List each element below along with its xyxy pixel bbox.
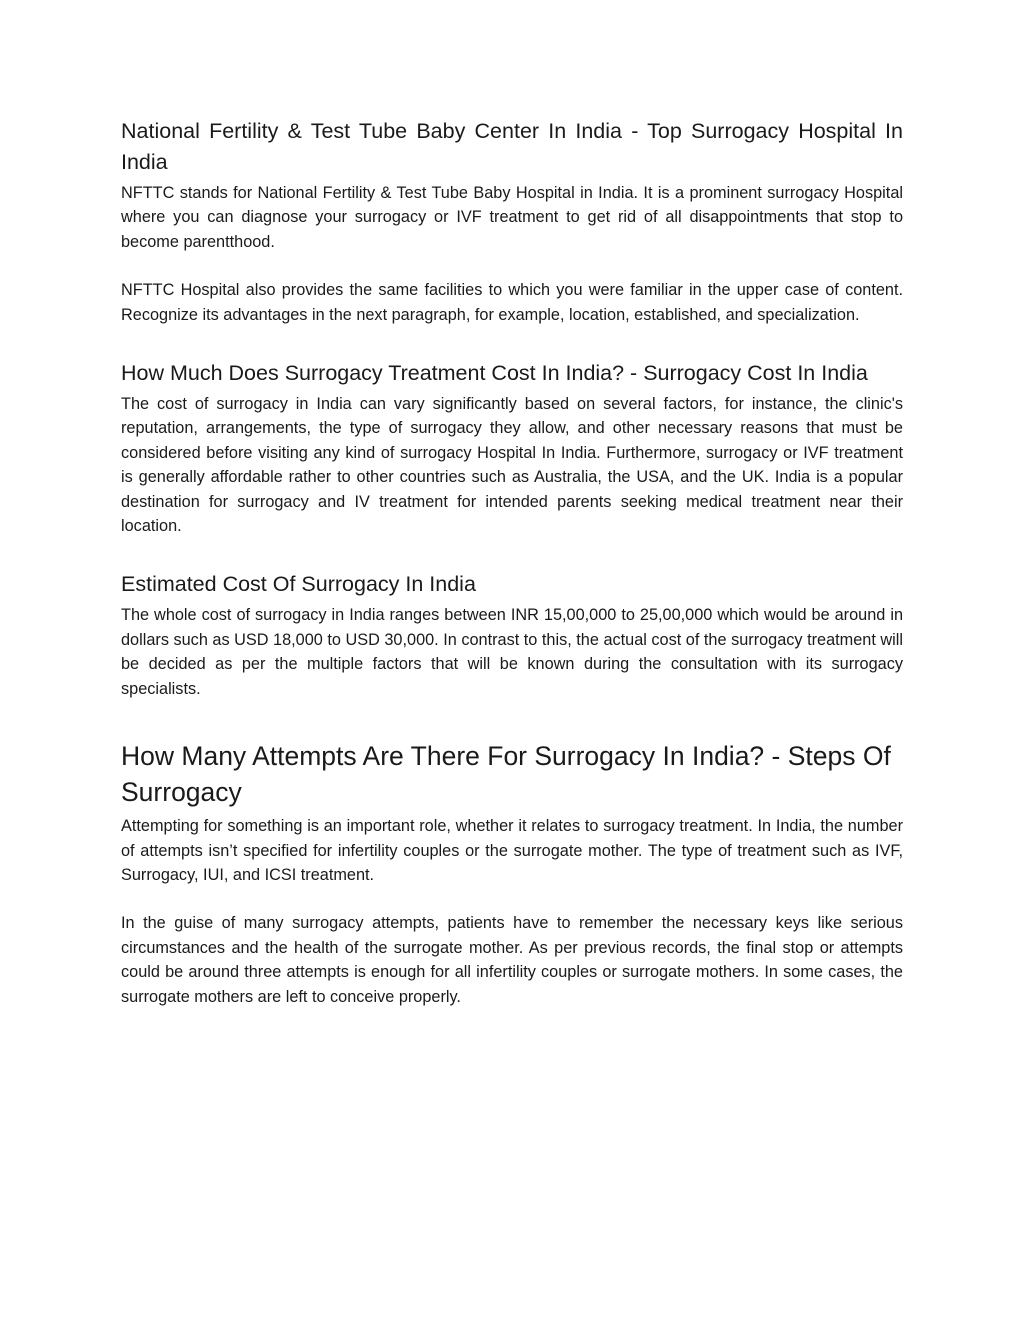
section-heading-cost: How Much Does Surrogacy Treatment Cost In India? - Surrogacy Cost In India [121, 361, 868, 386]
paragraph-attempts-intro: Attempting for something is an important role, whether it relates to surrogacy treatment. In India, the number of attempts isn’t specified for infertility couples or the surrogate mother. The type of treatment such as IVF, Surrogacy, IUI, and ICSI treatment. [121, 817, 903, 884]
section-heading-estimated-cost: Estimated Cost Of Surrogacy In India [121, 572, 476, 597]
paragraph-cost-factors: The cost of surrogacy in India can vary significantly based on several factors, for instance, the clinic's reputation, arrangements, the type of surrogacy they allow, and other necessary reasons that must be considered before visiting any kind of surrogacy Hospital In India. Furthermore, surrogacy or IVF treatment is generally affordable rather to other countries such as Australia, the USA, and the UK. India is a popular destination for surrogacy and IV treatment for intended parents seeking medical treatment near their location. [121, 395, 903, 536]
paragraph-spacer [121, 254, 903, 278]
document-page [121, 116, 903, 1009]
paragraph-nfttc-intro: NFTTC stands for National Fertility & Test Tube Baby Hospital in India. It is a prominent surrogacy Hospital where you can diagnose your surrogacy or IVF treatment to get rid of all disappointments that stop to become parentthood. [121, 184, 903, 251]
paragraph-estimated-cost: The whole cost of surrogacy in India ranges between INR 15,00,000 to 25,00,000 which would be around in dollars such as USD 18,000 to USD 30,000. In contrast to this, the actual cost of the surrogacy treatment will be decided as per the multiple factors that will be known during the consultation with its surrogacy specialists. [121, 606, 903, 698]
paragraph-attempts-details: In the guise of many surrogacy attempts, patients have to remember the necessary keys like serious circumstances and the health of the surrogate mother. As per previous records, the final stop or attempts could be around three attempts is enough for all infertility couples or surrogate mothers. In some cases, the surrogate mothers are left to conceive properly. [121, 914, 903, 1006]
paragraph-spacer [121, 887, 903, 911]
section-heading-nfttc: National Fertility & Test Tube Baby Center In India - Top Surrogacy Hospital In India [121, 119, 903, 174]
section-spacer [121, 701, 903, 738]
section-spacer [121, 538, 903, 569]
section-spacer [121, 327, 903, 358]
paragraph-nfttc-facilities: NFTTC Hospital also provides the same facilities to which you were familiar in the upper case of content. Recognize its advantages in the next paragraph, for example, location, established, and specialization. [121, 281, 903, 324]
section-heading-attempts: How Many Attempts Are There For Surrogacy In India? - Steps Of Surrogacy [121, 741, 891, 808]
